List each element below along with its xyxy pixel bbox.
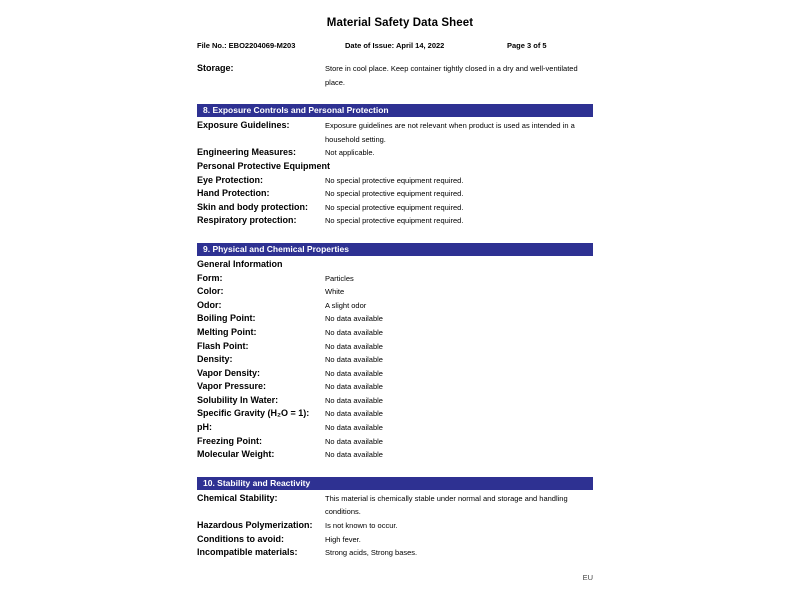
section-heading: 10. Stability and Reactivity bbox=[197, 477, 593, 490]
field-value: No data available bbox=[325, 450, 383, 460]
field-label: Vapor Pressure: bbox=[197, 381, 267, 392]
field-label: Color: bbox=[197, 286, 224, 297]
field-value: No special protective equipment required. bbox=[325, 216, 464, 226]
field-value: Store in cool place. Keep container tightly closed in a dry and well-ventilated place. bbox=[325, 64, 578, 87]
field-label: Exposure Guidelines: bbox=[197, 120, 290, 131]
field-row bbox=[197, 201, 593, 215]
field-row bbox=[197, 187, 593, 201]
field-label: Form: bbox=[197, 272, 223, 283]
document-section bbox=[197, 104, 593, 228]
field-row bbox=[197, 394, 593, 408]
field-label: Flash Point: bbox=[197, 340, 249, 351]
field-row bbox=[197, 435, 593, 449]
field-row bbox=[197, 312, 593, 326]
document-sections bbox=[197, 104, 593, 560]
field-value: No data available bbox=[325, 341, 383, 351]
field-row bbox=[197, 492, 593, 519]
field-label: Engineering Measures: bbox=[197, 147, 297, 158]
field-value: High fever. bbox=[325, 534, 361, 544]
field-value: No data available bbox=[325, 355, 383, 365]
field-label: Eye Protection: bbox=[197, 174, 264, 185]
field-label: Vapor Density: bbox=[197, 367, 261, 378]
field-row bbox=[197, 448, 593, 462]
field-label: Skin and body protection: bbox=[197, 201, 309, 212]
field-label: Boiling Point: bbox=[197, 313, 256, 324]
field-value: This material is chemically stable under normal and storage and handling conditions. bbox=[325, 493, 568, 517]
field-value: No data available bbox=[325, 382, 383, 392]
field-value: No data available bbox=[325, 327, 383, 337]
field-row bbox=[197, 353, 593, 367]
field-row bbox=[197, 272, 593, 286]
field-label: Freezing Point: bbox=[197, 435, 262, 446]
field-label: pH: bbox=[197, 422, 212, 433]
field-value: Strong acids, Strong bases. bbox=[325, 548, 418, 558]
field-value: No data available bbox=[325, 314, 383, 324]
section-heading: 8. Exposure Controls and Personal Protection bbox=[197, 104, 593, 117]
field-row bbox=[197, 340, 593, 354]
field-row bbox=[197, 119, 593, 146]
field-label: Respiratory protection: bbox=[197, 215, 297, 226]
file-number: File No.: EBO2204069-M203 bbox=[197, 41, 296, 50]
field-value: Is not known to occur. bbox=[325, 521, 398, 531]
field-row bbox=[197, 214, 593, 228]
field-label: Solubility In Water: bbox=[197, 394, 279, 405]
field-label: Molecular Weight: bbox=[197, 449, 275, 460]
field-value: A slight odor bbox=[325, 300, 367, 310]
field-value: Not applicable. bbox=[325, 148, 375, 158]
field-label: Chemical Stability: bbox=[197, 492, 278, 503]
field-row bbox=[197, 160, 593, 174]
field-value: Exposure guidelines are not relevant when product is used as intended in a household setting. bbox=[325, 121, 575, 144]
field-row bbox=[197, 421, 593, 435]
field-value: Particles bbox=[325, 273, 354, 283]
document-section bbox=[197, 477, 593, 560]
field-label: Personal Protective Equipment bbox=[197, 160, 331, 171]
field-label: Incompatible materials: bbox=[197, 547, 298, 558]
field-label: Conditions to avoid: bbox=[197, 533, 284, 544]
section-rows bbox=[197, 492, 593, 560]
field-value: No data available bbox=[325, 436, 383, 446]
section-rows bbox=[197, 119, 593, 228]
field-row bbox=[197, 326, 593, 340]
field-row bbox=[197, 174, 593, 188]
field-value: White bbox=[325, 287, 345, 297]
field-row bbox=[197, 380, 593, 394]
date-of-issue: Date of Issue: April 14, 2022 bbox=[345, 41, 445, 50]
section-heading: 9. Physical and Chemical Properties bbox=[197, 243, 593, 256]
field-value: No data available bbox=[325, 395, 383, 405]
intro-rows bbox=[197, 62, 593, 89]
field-row bbox=[197, 533, 593, 547]
field-value: No data available bbox=[325, 368, 383, 378]
field-value: No special protective equipment required. bbox=[325, 202, 464, 212]
field-row bbox=[197, 407, 593, 421]
document-content bbox=[197, 62, 593, 582]
field-value: No data available bbox=[325, 423, 383, 433]
page-number: Page 3 of 5 bbox=[507, 41, 547, 50]
field-row bbox=[197, 546, 593, 560]
field-row bbox=[197, 367, 593, 381]
document-meta-row bbox=[197, 41, 593, 51]
field-label: Specific Gravity (H₂O = 1): bbox=[197, 408, 310, 419]
document-section bbox=[197, 243, 593, 462]
field-value: No data available bbox=[325, 409, 383, 419]
field-label: General Information bbox=[197, 258, 283, 269]
field-label: Melting Point: bbox=[197, 326, 257, 337]
section-rows bbox=[197, 258, 593, 462]
field-label: Storage: bbox=[197, 63, 234, 73]
field-row bbox=[197, 285, 593, 299]
footer-region-code: EU bbox=[582, 572, 593, 582]
document-title: Material Safety Data Sheet bbox=[326, 17, 474, 29]
field-row bbox=[197, 299, 593, 313]
field-row bbox=[197, 519, 593, 533]
field-row bbox=[197, 258, 593, 272]
field-label: Hand Protection: bbox=[197, 188, 270, 199]
field-label: Odor: bbox=[197, 299, 222, 310]
field-row bbox=[197, 62, 593, 89]
field-value: No special protective equipment required. bbox=[325, 175, 464, 185]
field-row bbox=[197, 146, 593, 160]
field-value: No special protective equipment required. bbox=[325, 189, 464, 199]
field-label: Hazardous Polymerization: bbox=[197, 520, 313, 531]
field-label: Density: bbox=[197, 354, 233, 365]
